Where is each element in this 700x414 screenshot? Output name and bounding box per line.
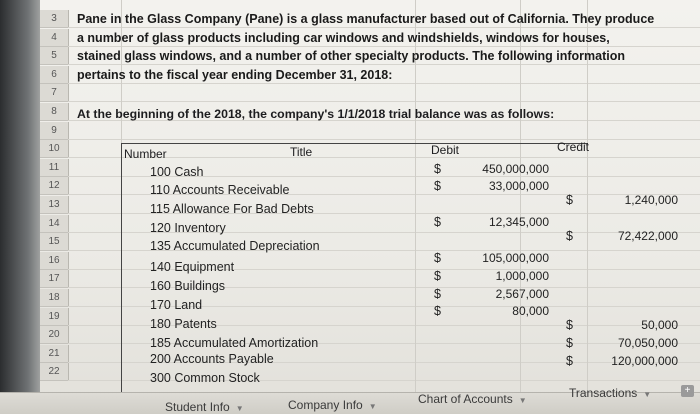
- account-title: 185 Accumulated Amortization: [150, 336, 319, 350]
- row-header[interactable]: 5: [40, 47, 69, 65]
- row-header[interactable]: 14: [40, 215, 69, 233]
- header-number: Number: [124, 147, 167, 161]
- account-title: 110 Accounts Receivable: [150, 183, 290, 197]
- debit-currency-sign: $: [434, 304, 441, 318]
- debit-currency-sign: $: [434, 162, 441, 176]
- row-gridline: [68, 139, 700, 140]
- header-debit: Debit: [431, 143, 460, 157]
- description-line-4: pertains to the fiscal year ending December 31, 2018:: [77, 67, 393, 82]
- row-header[interactable]: 7: [40, 84, 69, 102]
- header-credit: Credit: [557, 140, 590, 154]
- row-header[interactable]: 13: [40, 196, 69, 214]
- row-header[interactable]: 11: [40, 159, 69, 177]
- row-header[interactable]: 16: [40, 252, 69, 270]
- row-header[interactable]: 17: [40, 270, 69, 288]
- tab-chart-of-accounts[interactable]: [418, 392, 527, 406]
- credit-amount: 50,000: [641, 318, 678, 332]
- row-header[interactable]: 22: [40, 363, 69, 381]
- row-header[interactable]: 9: [40, 122, 69, 140]
- debit-amount: 450,000,000: [482, 162, 549, 176]
- tab-student-info-label: Student Info: [165, 400, 230, 414]
- tab-transactions[interactable]: [569, 386, 651, 400]
- row-header[interactable]: 12: [40, 177, 69, 195]
- debit-amount: 2,567,000: [495, 287, 549, 301]
- window-edge: [0, 0, 40, 413]
- account-title: 140 Equipment: [150, 260, 235, 274]
- row-header[interactable]: 8: [40, 103, 69, 121]
- row-header[interactable]: 18: [40, 289, 69, 307]
- row-header[interactable]: 3: [40, 10, 69, 28]
- account-title: 300 Common Stock: [150, 371, 260, 385]
- account-title: 100 Cash: [150, 165, 204, 179]
- row-header[interactable]: 15: [40, 233, 69, 251]
- debit-currency-sign: $: [434, 251, 441, 265]
- row-header[interactable]: 19: [40, 308, 69, 326]
- account-title: 170 Land: [150, 298, 203, 312]
- description-line-3: stained glass windows, and a number of other specialty products. The following information: [77, 49, 625, 63]
- tab-chart-of-accounts-label: Chart of Accounts: [418, 392, 513, 406]
- header-title: Title: [290, 145, 313, 159]
- chevron-down-icon: ▼: [235, 404, 244, 413]
- description-line-2: a number of glass products including car windows and windshields, windows for houses,: [77, 30, 610, 45]
- debit-amount: 105,000,000: [482, 251, 549, 265]
- debit-currency-sign: $: [434, 287, 441, 301]
- credit-amount: 72,422,000: [617, 229, 678, 243]
- company-description: [77, 10, 677, 84]
- tab-company-info-label: Company Info: [288, 398, 363, 412]
- row-gridline: [68, 101, 700, 102]
- tab-transactions-label: Transactions: [569, 386, 638, 400]
- debit-currency-sign: $: [434, 179, 441, 193]
- credit-amount: 70,050,000: [617, 336, 678, 350]
- row-header[interactable]: 6: [40, 66, 69, 84]
- debit-amount: 1,000,000: [495, 269, 549, 283]
- debit-amount: 80,000: [512, 304, 549, 318]
- row-header[interactable]: 4: [40, 29, 69, 47]
- chevron-down-icon: ▼: [368, 402, 377, 411]
- tab-company-info[interactable]: [288, 398, 377, 412]
- row-header[interactable]: 10: [40, 140, 69, 158]
- account-title: 135 Accumulated Depreciation: [150, 239, 320, 253]
- debit-amount: 33,000,000: [488, 179, 549, 193]
- account-title: 120 Inventory: [150, 221, 226, 235]
- credit-currency-sign: $: [566, 193, 573, 207]
- credit-currency-sign: $: [566, 318, 573, 332]
- row-header[interactable]: 20: [40, 326, 69, 344]
- debit-currency-sign: $: [434, 215, 441, 229]
- debit-amount: 12,345,000: [488, 215, 549, 229]
- chevron-down-icon: ▼: [643, 390, 652, 399]
- account-title: 115 Allowance For Bad Debts: [150, 202, 314, 216]
- credit-amount: 120,000,000: [611, 354, 678, 368]
- trial-balance-heading: At the beginning of the 2018, the company's 1/1/2018 trial balance was as follows:: [77, 107, 555, 121]
- credit-amount: 1,240,000: [624, 193, 678, 207]
- debit-currency-sign: $: [434, 269, 441, 283]
- description-line-1: Pane in the Glass Company (Pane) is a glass manufacturer based out of California. They produce: [77, 12, 655, 26]
- account-title: 180 Patents: [150, 317, 217, 331]
- account-title: 160 Buildings: [150, 279, 226, 293]
- tab-student-info[interactable]: [165, 400, 244, 414]
- credit-currency-sign: $: [566, 229, 573, 243]
- credit-currency-sign: $: [566, 336, 573, 350]
- add-sheet-button[interactable]: +: [681, 385, 694, 397]
- row-header[interactable]: 21: [40, 345, 69, 363]
- credit-currency-sign: $: [566, 354, 573, 368]
- account-title: 200 Accounts Payable: [150, 352, 274, 366]
- chevron-down-icon: ▼: [518, 396, 527, 405]
